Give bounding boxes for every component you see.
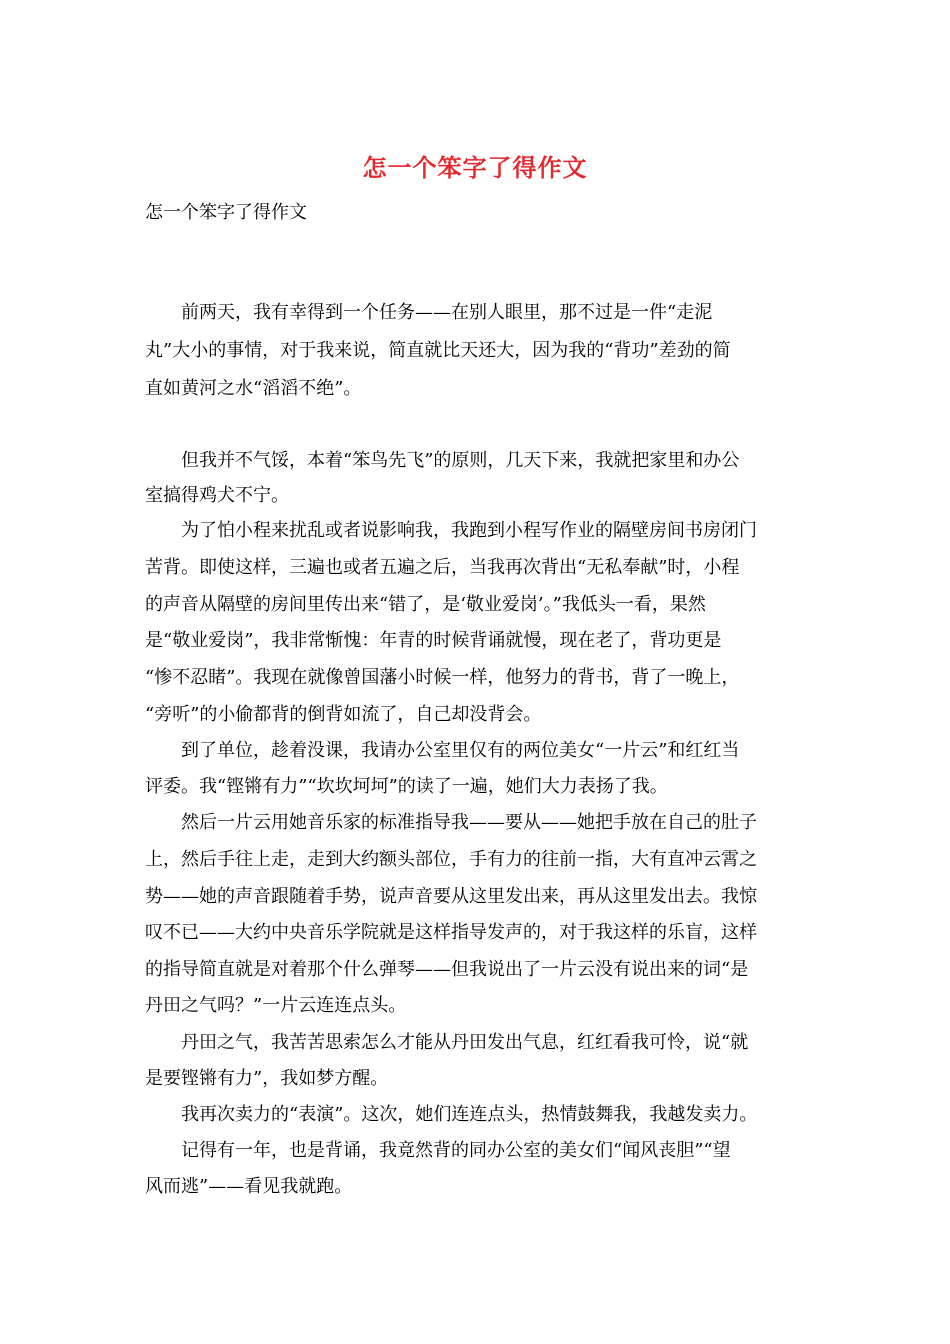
- page-title: 怎一个笨字了得作文: [362, 153, 588, 182]
- body-line: 我再次卖力的“表演”。这次，她们连连点头，热情鼓舞我，我越发卖力。: [145, 1104, 758, 1125]
- body-line: 风而逃”——看见我就跑。: [145, 1176, 353, 1197]
- body-line: 前两天，我有幸得到一个任务——在别人眼里，那不过是一件“走泥: [145, 302, 713, 323]
- body-line: 叹不已——大约中央音乐学院就是这样指导发声的，对于我这样的乐盲，这样: [145, 922, 757, 943]
- body-line: 评委。我“铿锵有力”“坎坎坷坷”的读了一遍，她们大力表扬了我。: [145, 776, 668, 797]
- body-line: 记得有一年，也是背诵，我竟然背的同办公室的美女们“闻风丧胆”“望: [145, 1140, 731, 1161]
- body-line: 为了怕小程来扰乱或者说影响我，我跑到小程写作业的隔壁房间书房闭门: [145, 520, 757, 541]
- body-line: 直如黄河之水“滔滔不绝”。: [145, 378, 362, 399]
- body-line: 然后一片云用她音乐家的标准指导我——要从——她把手放在自己的肚子: [145, 812, 757, 833]
- body-line: “旁听”的小偷都背的倒背如流了，自己却没背会。: [145, 704, 542, 725]
- document-subtitle: 怎一个笨字了得作文: [145, 202, 307, 223]
- body-line: 是要铿锵有力”，我如梦方醒。: [145, 1068, 389, 1089]
- body-line: 上，然后手往上走，走到大约额头部位，手有力的往前一指，大有直冲云霄之: [145, 849, 757, 870]
- body-line: 是“敬业爱岗”，我非常惭愧：年青的时候背诵就慢，现在老了，背功更是: [145, 630, 722, 651]
- body-line: 的声音从隔壁的房间里传出来“错了，是‘敬业爱岗’。”我低头一看，果然: [145, 594, 706, 615]
- body-line: 到了单位，趁着没课，我请办公室里仅有的两位美女“一片云”和红红当: [145, 740, 740, 761]
- body-line: 室搞得鸡犬不宁。: [145, 485, 289, 506]
- body-line: 丹田之气，我苦苦思索怎么才能从丹田发出气息，红红看我可怜，说“就: [145, 1032, 749, 1053]
- body-line: 苦背。即使这样，三遍也或者五遍之后，当我再次背出“无私奉献”时，小程: [145, 557, 740, 578]
- body-line: 但我并不气馁，本着“笨鸟先飞”的原则，几天下来，我就把家里和办公: [145, 450, 740, 471]
- body-line: 的指导简直就是对着那个什么弹琴——但我说出了一片云没有说出来的词“是: [145, 959, 749, 980]
- body-line: 势——她的声音跟随着手势，说声音要从这里发出来，再从这里发出去。我惊: [145, 886, 757, 907]
- body-line: 丸”大小的事情，对于我来说，简直就比天还大，因为我的“背功”差劲的简: [145, 340, 731, 361]
- body-line: 丹田之气吗？”一片云连连点头。: [145, 995, 407, 1016]
- body-line: “惨不忍睹”。我现在就像曾国藩小时候一样，他努力的背书，背了一晚上，: [145, 667, 740, 688]
